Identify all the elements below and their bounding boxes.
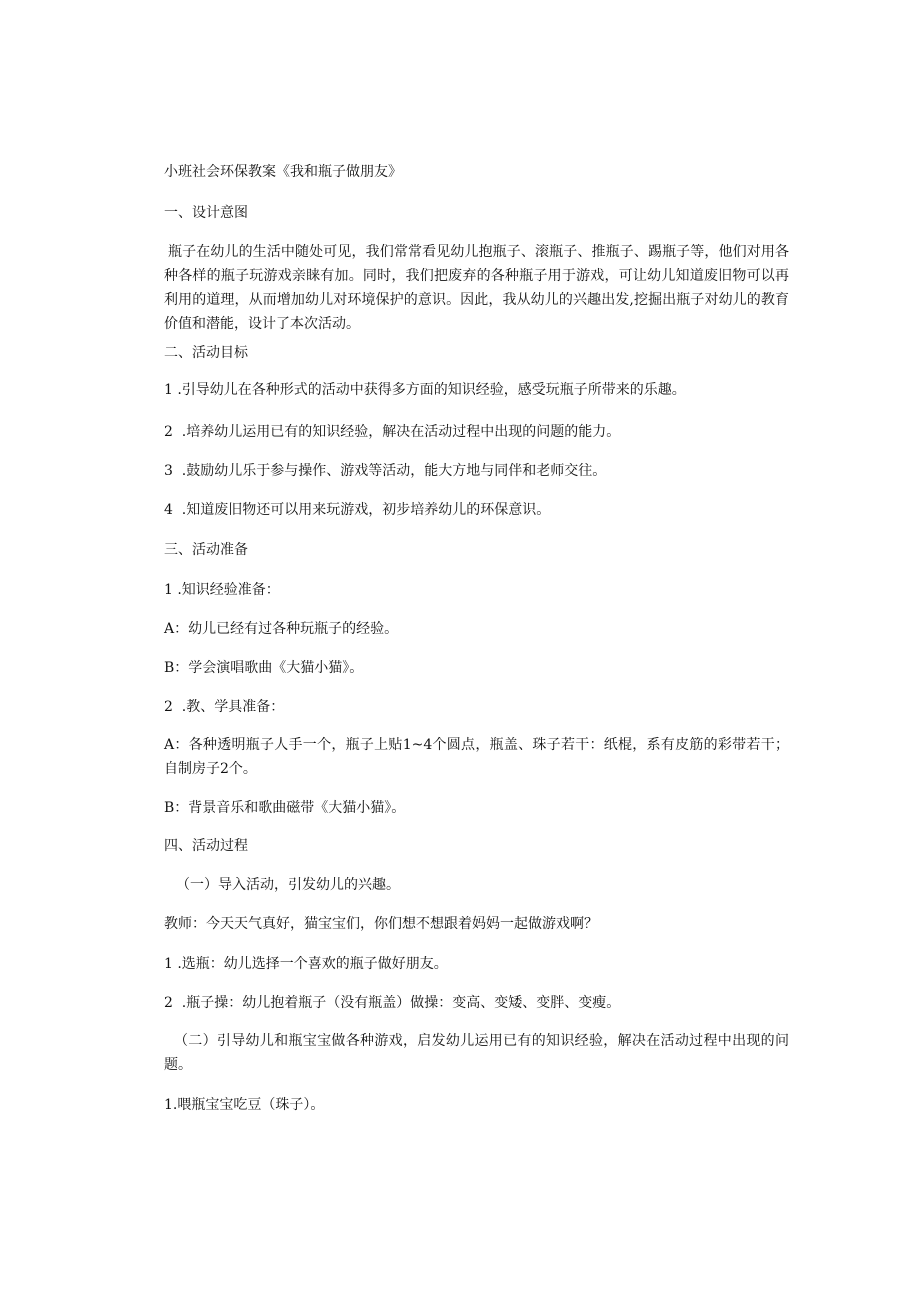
goal-item-4: 4 .知道废旧物还可以用来玩游戏，初步培养幼儿的环保意识。 — [164, 502, 551, 518]
section-heading-design-intent: 一、设计意图 — [164, 205, 248, 221]
section-heading-preparation: 三、活动准备 — [164, 542, 248, 558]
prep-item-2: 2 .教、学具准备： — [164, 699, 285, 715]
document-title: 小班社会环保教案《我和瓶子做朋友》 — [164, 164, 402, 180]
prep-item-2a: A：各种透明瓶子人手一个，瓶子上贴1~4个圆点，瓶盖、珠子若干：纸棍，系有皮筋的彩带若干；自制房子2个。 — [164, 737, 789, 777]
section-heading-process: 四、活动过程 — [164, 838, 248, 854]
goal-item-2: 2 .培养幼儿运用已有的知识经验，解决在活动过程中出现的问题的能力。 — [164, 424, 621, 440]
prep-item-1b: B：学会演唱歌曲《大猫小猫》。 — [164, 660, 364, 676]
section-heading-goals: 二、活动目标 — [164, 345, 248, 361]
goal-item-1: 1 .引导幼儿在各种形式的活动中获得多方面的知识经验，感受玩瓶子所带来的乐趣。 — [164, 382, 686, 398]
goal-item-3: 3 .鼓励幼儿乐于参与操作、游戏等活动，能大方地与同伴和老师交往。 — [164, 463, 607, 479]
design-intent-paragraph: 瓶子在幼儿的生活中随处可见，我们常常看见幼儿抱瓶子、滚瓶子、推瓶子、踢瓶子等，他们对用各种各样的瓶子玩游戏亲睐有加。同时，我们把废弃的各种瓶子用于游戏，可让幼儿知道废旧物可以再利用的道理，从而增加幼儿对环境保护的意识。因此，我从幼儿的兴趣出发,挖掘出瓶子对幼儿的教育价值和潜能，设计了本次活动。 — [164, 244, 789, 332]
process-step-2-heading: （二）引导幼儿和瓶宝宝做各种游戏，启发幼儿运用已有的知识经验，解决在活动过程中出现的问题。 — [164, 1033, 789, 1073]
process-step-2-item-1: 1.喂瓶宝宝吃豆（珠子）。 — [164, 1097, 325, 1113]
process-step-1-item-2: 2 .瓶子操：幼儿抱着瓶子（没有瓶盖）做操：变高、变矮、变胖、变瘦。 — [164, 995, 621, 1011]
prep-item-1: 1 .知识经验准备： — [164, 582, 280, 598]
process-step-1-heading: （一）导入活动，引发幼儿的兴趣。 — [176, 877, 400, 893]
process-step-1-item-1: 1 .选瓶：幼儿选择一个喜欢的瓶子做好朋友。 — [164, 956, 448, 972]
teacher-dialogue: 教师：今天天气真好，猫宝宝们，你们想不想跟着妈妈一起做游戏啊？ — [164, 916, 598, 932]
prep-item-2b: B：背景音乐和歌曲磁带《大猫小猫》。 — [164, 800, 406, 816]
prep-item-1a: A：幼儿已经有过各种玩瓶子的经验。 — [164, 621, 399, 637]
